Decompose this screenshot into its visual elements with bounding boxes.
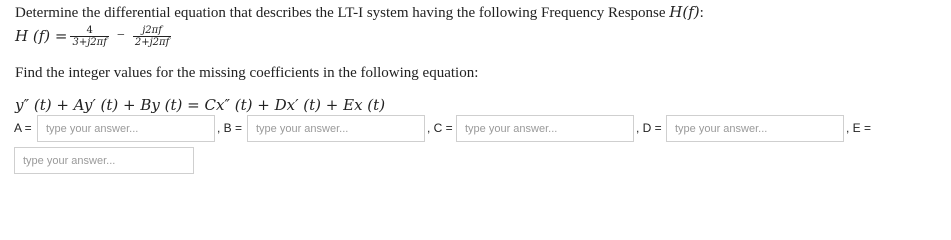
differential-equation: y″ (t) + Ay′ (t) + By (t) = Cx″ (t) + Dx′ (t) + Ex (t) xyxy=(15,96,386,114)
answer-d-input[interactable] xyxy=(666,115,844,142)
label-a: A = xyxy=(14,121,32,135)
intro-symbol: H(f) xyxy=(669,3,700,21)
intro-end: : xyxy=(699,5,704,21)
fraction-1 xyxy=(70,25,108,48)
fraction-2-numerator: j2πf xyxy=(142,24,162,36)
label-c: , C = xyxy=(427,121,453,135)
answer-e-input[interactable] xyxy=(14,147,194,174)
fraction-2 xyxy=(133,25,171,48)
hf-lhs: H (f) = xyxy=(15,27,68,45)
question-instruction: Find the integer values for the missing coefficients in the following equation: xyxy=(15,65,479,81)
fraction-1-denominator: 3+j2πf xyxy=(72,36,107,48)
minus-sign: − xyxy=(116,28,125,43)
answer-b-input[interactable] xyxy=(247,115,425,142)
fraction-2-denominator: 2+j2πf xyxy=(134,36,170,48)
frequency-response-equation xyxy=(15,22,174,50)
label-d: , D = xyxy=(636,121,662,135)
question-intro-text: Determine the differential equation that describes the LT-I system having the following Frequency Response xyxy=(15,5,670,21)
label-e: , E = xyxy=(846,121,872,135)
fraction-1-numerator: 4 xyxy=(86,24,93,36)
answer-c-input[interactable] xyxy=(456,115,634,142)
question-intro xyxy=(15,3,704,22)
answer-a-input[interactable] xyxy=(37,115,215,142)
label-b: , B = xyxy=(217,121,243,135)
